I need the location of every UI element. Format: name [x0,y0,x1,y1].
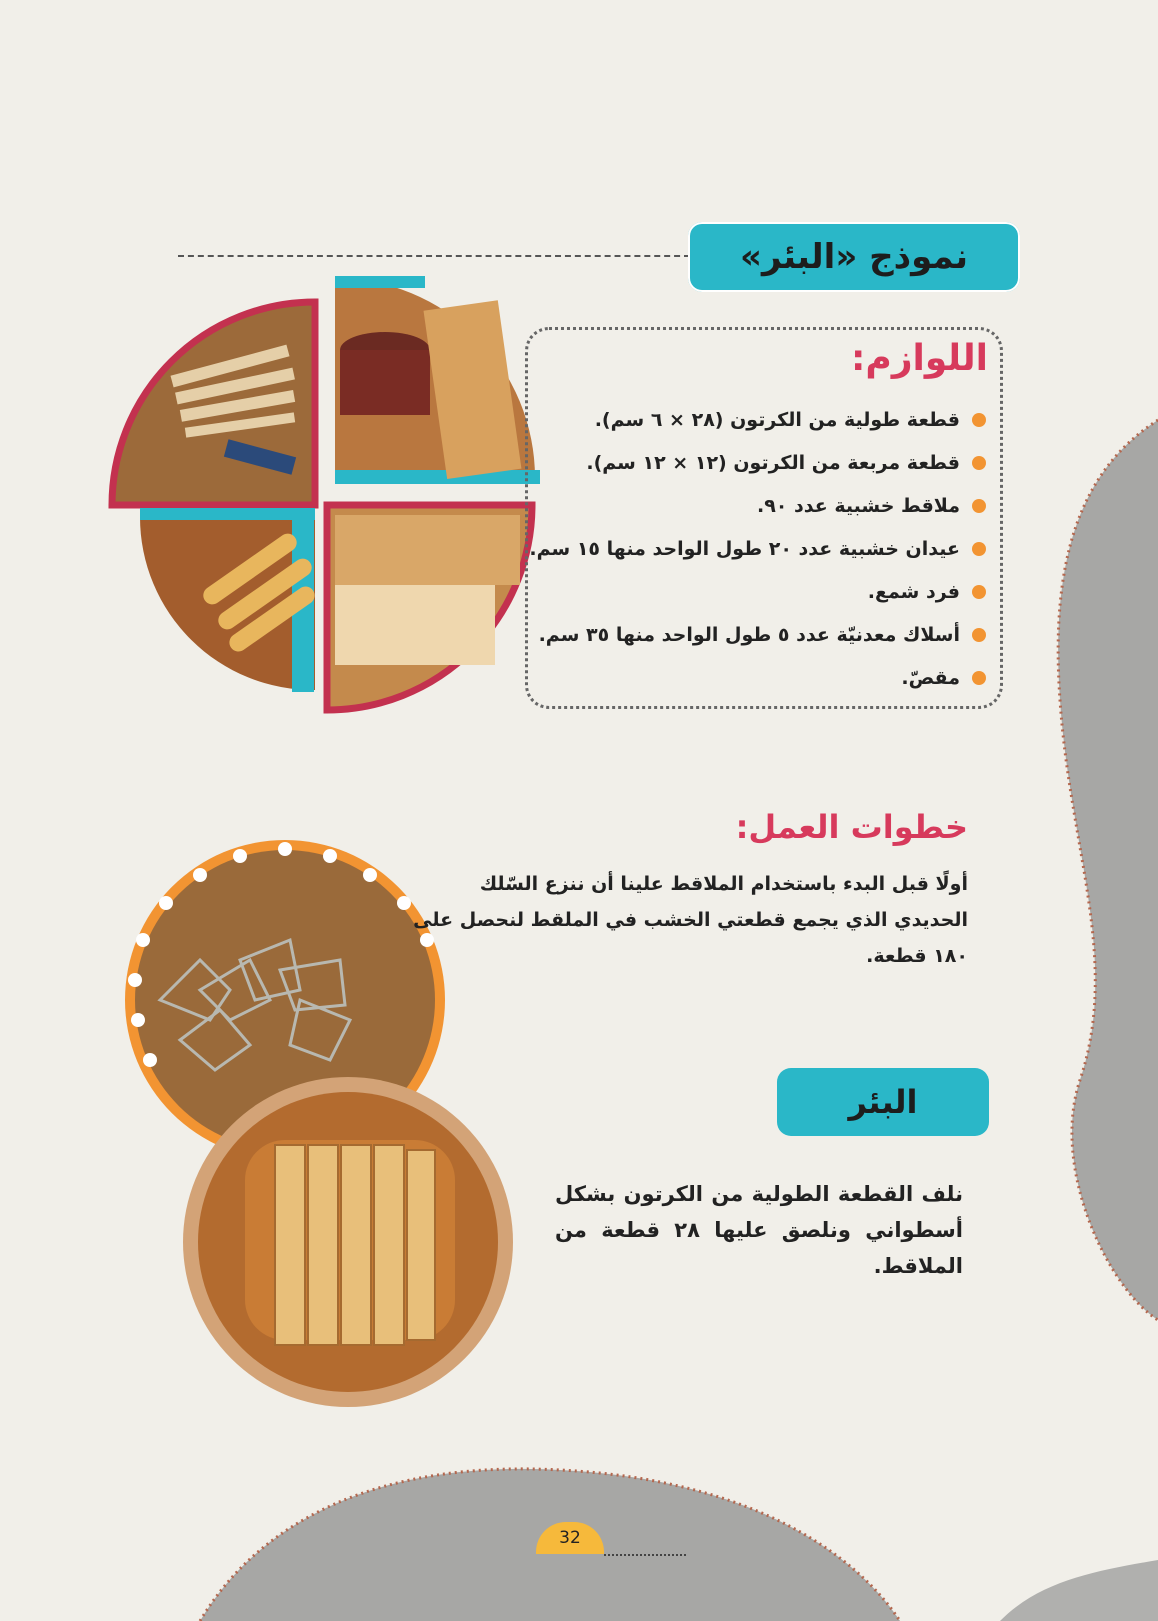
list-item [526,656,986,699]
list-item-text: فرد شمع. [867,580,960,603]
photo-collage [112,276,540,710]
title-divider [178,255,690,257]
list-item [526,398,986,441]
well-paragraph: نلف القطعة الطولية من الكرتون بشكل أسطواني ونلصق عليها ٢٨ قطعة من الملاقط. [555,1182,963,1278]
list-item [526,484,986,527]
bullet-icon [972,456,986,470]
list-item-text: أسلاك معدنيّة عدد ٥ طول الواحد منها ٣٥ سم. [538,623,960,646]
list-item [526,570,986,613]
bullet-icon [972,413,986,427]
list-item-text: مقصّ. [901,666,960,689]
steps-paragraph: أولًا قبل البدء باستخدام الملاقط علينا أن ننزع السّلك الحديدي الذي يجمع قطعتي الخشب في الملقط لنحصل على ١٨٠ قطعة. [413,873,968,967]
list-item-text: عيدان خشبية عدد ٢٠ طول الواحد منها ١٥ سم. [529,537,960,560]
supplies-heading: اللوازم: [851,338,988,379]
bullet-icon [972,671,986,685]
list-item [526,613,986,656]
supplies-list [526,398,986,699]
list-item [526,527,986,570]
list-item [526,441,986,484]
page-number: 32 [536,1522,604,1554]
title-banner [688,222,1020,292]
steps-heading: خطوات العمل: [735,808,968,846]
list-item-text: قطعة طولية من الكرتون (٢٨ × ٦ سم). [594,408,960,431]
bullet-icon [972,499,986,513]
bullet-icon [972,585,986,599]
list-item-text: قطعة مربعة من الكرتون (١٢ × ١٢ سم). [586,451,960,474]
page-title: نموذج «البئر» [740,237,968,277]
right-gray-shape [1058,420,1158,1320]
bullet-icon [972,628,986,642]
list-item-text: ملاقط خشبية عدد ٩٠. [756,494,960,517]
bottom-right-shape [1000,1560,1158,1621]
well-heading: البئر [848,1083,918,1121]
photo-well-step [183,1077,513,1407]
well-banner [777,1068,989,1136]
page-number-line [604,1554,686,1556]
bullet-icon [972,542,986,556]
